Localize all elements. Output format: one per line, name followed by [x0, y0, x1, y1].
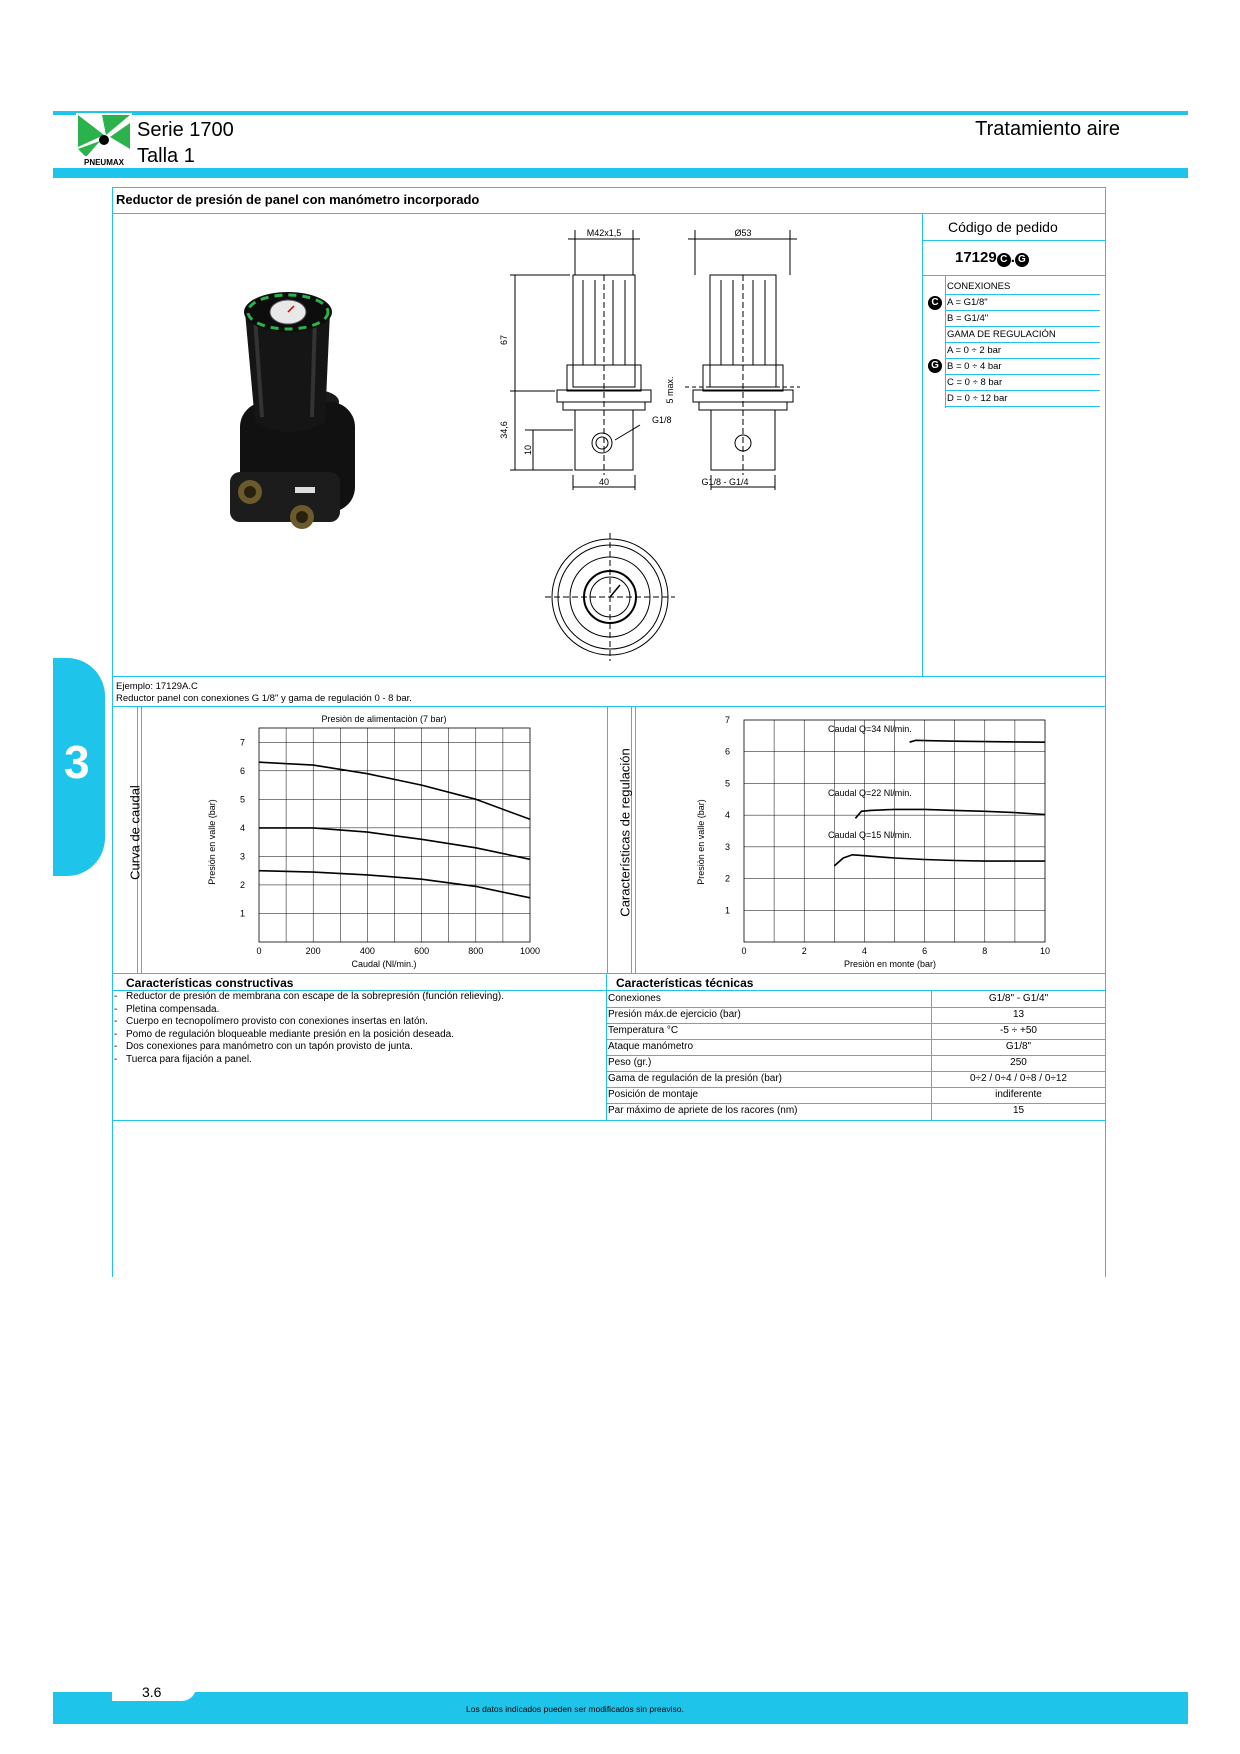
- frame-left: [112, 187, 113, 1277]
- list-item: - Pletina compensada.: [114, 1003, 220, 1015]
- list-item: - Reductor de presión de membrana con escape de la sobrepresión (función relieving).: [114, 991, 504, 1002]
- series-line-1: [910, 740, 1045, 742]
- y-tick-label: 1: [239, 908, 245, 919]
- technical-drawing: [485, 225, 905, 670]
- x-tick-label: 4: [861, 946, 867, 956]
- list-item: - Tuerca para fijación a panel.: [114, 1053, 252, 1065]
- logo: [76, 113, 132, 167]
- table-row: Peso (gr.) 250: [606, 1055, 1106, 1072]
- chart2-xlabel: Presiòn en monte (bar): [843, 959, 937, 969]
- order-code-dot: .: [1010, 249, 1015, 266]
- range-option-a: A = 0 ÷ 2 bar: [945, 343, 1100, 359]
- series-title: Serie 1700: [137, 119, 234, 141]
- frame-top: [112, 187, 1106, 188]
- footer-note: Los datos indicados pueden ser modificados sin preaviso.: [466, 1704, 684, 1714]
- dim-m42: M42x1,5: [586, 228, 622, 238]
- chart1-xlabel: Caudal (Nl/min.): [351, 959, 417, 969]
- logo-text: PNEUMAX: [83, 158, 125, 167]
- x-tick-label: 10: [1039, 946, 1050, 956]
- connections-header: CONEXIONES: [945, 279, 1100, 295]
- order-title: Código de pedido: [948, 219, 1058, 235]
- y-tick-label: 7: [724, 715, 730, 725]
- y-tick-label: 5: [724, 778, 730, 789]
- order-inner-line: [945, 275, 946, 408]
- series-line-3: [834, 855, 1045, 866]
- chart-divider-c: [607, 706, 608, 973]
- section-title: Reductor de presión de panel con manómetro incorporado: [116, 192, 480, 207]
- y-tick-label: 3: [724, 841, 730, 852]
- list-item: - Cuerpo en tecnopolímero provisto con conexiones insertas en latón.: [114, 1016, 428, 1027]
- table-row: Ataque manómetro G1/8": [606, 1039, 1106, 1056]
- x-tick-label: 400: [359, 946, 375, 956]
- y-tick-label: 5: [239, 794, 245, 805]
- y-tick-label: 3: [239, 851, 245, 862]
- flow-curve-chart: [190, 712, 550, 972]
- order-left-line: [922, 213, 923, 676]
- chart2-annotation-q22: Caudal Q=22 Nl/min.: [828, 788, 912, 798]
- connection-option-a: A = G1/8": [945, 295, 1100, 311]
- x-tick-label: 6: [922, 946, 928, 956]
- x-tick-label: 200: [305, 946, 321, 956]
- dim-67: 67: [499, 334, 509, 346]
- chart2-ylabel: Presiòn en valle (bar): [696, 799, 706, 885]
- table-row: Temperatura °C -5 ÷ +50: [606, 1023, 1106, 1040]
- table-row: Par máximo de apriete de los racores (nm) 15: [608, 1105, 1025, 1116]
- y-tick-label: 6: [239, 765, 245, 776]
- example-line-1: Ejemplo: 17129A.C: [116, 681, 198, 692]
- dim-5max: 5 max.: [665, 376, 675, 404]
- x-tick-label: 0: [741, 946, 747, 956]
- order-code-badge-g: G: [1015, 253, 1029, 267]
- table-row: Gama de regulación de la presión (bar) 0÷2 / 0÷4 / 0÷8 / 0÷12: [606, 1071, 1106, 1088]
- chart1-ylabel: Presión en valle (bar): [207, 799, 217, 885]
- chart2-annotation-q34: Caudal Q=34 Nl/min.: [828, 724, 912, 734]
- pneumax-logo-icon: [76, 113, 132, 167]
- y-tick-label: 1: [724, 905, 730, 916]
- regulation-chart: [690, 712, 1050, 972]
- example-bottom-line: [112, 706, 1106, 707]
- reg-chart-side-label: Características de regulación: [617, 748, 633, 917]
- drawing-bottom-line: [112, 676, 1106, 677]
- range-option-c: C = 0 ÷ 8 bar: [945, 375, 1100, 391]
- dim-10: 10: [523, 444, 533, 456]
- chapter-number: 3: [64, 736, 90, 788]
- series-line-2: [855, 809, 1045, 818]
- table-bottom-line: [112, 1120, 1106, 1121]
- connection-option-b: B = G1/4": [945, 311, 1100, 327]
- x-tick-label: 1000: [519, 946, 541, 956]
- range-header: GAMA DE REGULACIÓN: [945, 327, 1100, 343]
- x-tick-label: 0: [256, 946, 262, 956]
- y-tick-label: 2: [239, 879, 245, 890]
- table-row: Conexiones G1/8" - G1/4": [606, 991, 1106, 1008]
- chart2-annotation-q15: Caudal Q=15 Nl/min.: [828, 830, 912, 840]
- range-badge: G: [928, 359, 942, 373]
- chart-divider-e: [635, 706, 636, 973]
- page-number: 3.6: [142, 1684, 162, 1700]
- construction-list: [112, 991, 582, 1066]
- order-code-line: [922, 275, 1106, 276]
- connections-badge: C: [928, 296, 942, 310]
- title-underline: [112, 213, 1106, 214]
- size-title: Talla 1: [137, 145, 195, 167]
- y-tick-label: 7: [239, 737, 245, 748]
- order-title-line: [922, 240, 1106, 241]
- x-tick-label: 8: [982, 946, 988, 956]
- range-option-d: D = 0 ÷ 12 bar: [945, 391, 1100, 407]
- technical-title: Características técnicas: [616, 976, 754, 990]
- list-item: - Dos conexiones para manómetro con un tapón provisto de junta.: [114, 1041, 413, 1052]
- order-code-number: 17129: [955, 249, 997, 266]
- dim-40: 40: [598, 477, 610, 487]
- list-item: - Pomo de regulación bloqueable mediante presión en la posición deseada.: [114, 1028, 455, 1040]
- dim-g18-left: G1/8: [652, 415, 672, 425]
- x-tick-label: 600: [414, 946, 430, 956]
- header-bottom-bar: [53, 168, 1188, 178]
- order-code: [955, 249, 1029, 267]
- table-row: Presión máx.de ejercicio (bar) 13: [606, 1007, 1106, 1024]
- y-tick-label: 4: [724, 810, 730, 821]
- dim-g18-g14: G1/8 - G1/4: [701, 477, 749, 487]
- order-code-badge-c: C: [997, 253, 1011, 267]
- chart1-title: Presiòn de alimentaciòn (7 bar): [321, 714, 447, 724]
- dim-d53: Ø53: [734, 228, 752, 238]
- charts-bottom-line: [112, 973, 1106, 974]
- y-tick-label: 2: [724, 873, 730, 884]
- header-top-bar: [53, 111, 1188, 115]
- x-tick-label: 800: [468, 946, 484, 956]
- range-option-b: B = 0 ÷ 4 bar: [945, 359, 1100, 375]
- product-photo: [220, 282, 370, 542]
- category-title: Tratamiento aire: [975, 118, 1120, 140]
- flow-chart-side-label: Curva de caudal: [127, 785, 143, 880]
- table-row: Posición de montaje indiferente: [606, 1087, 1106, 1104]
- y-tick-label: 6: [724, 746, 730, 757]
- dim-34-6: 34,6: [499, 421, 509, 439]
- construction-title: Características constructivas: [126, 976, 294, 990]
- x-tick-label: 2: [801, 946, 807, 956]
- example-line-2: Reductor panel con conexiones G 1/8" y gama de regulación 0 - 8 bar.: [116, 693, 412, 704]
- y-tick-label: 4: [239, 822, 245, 833]
